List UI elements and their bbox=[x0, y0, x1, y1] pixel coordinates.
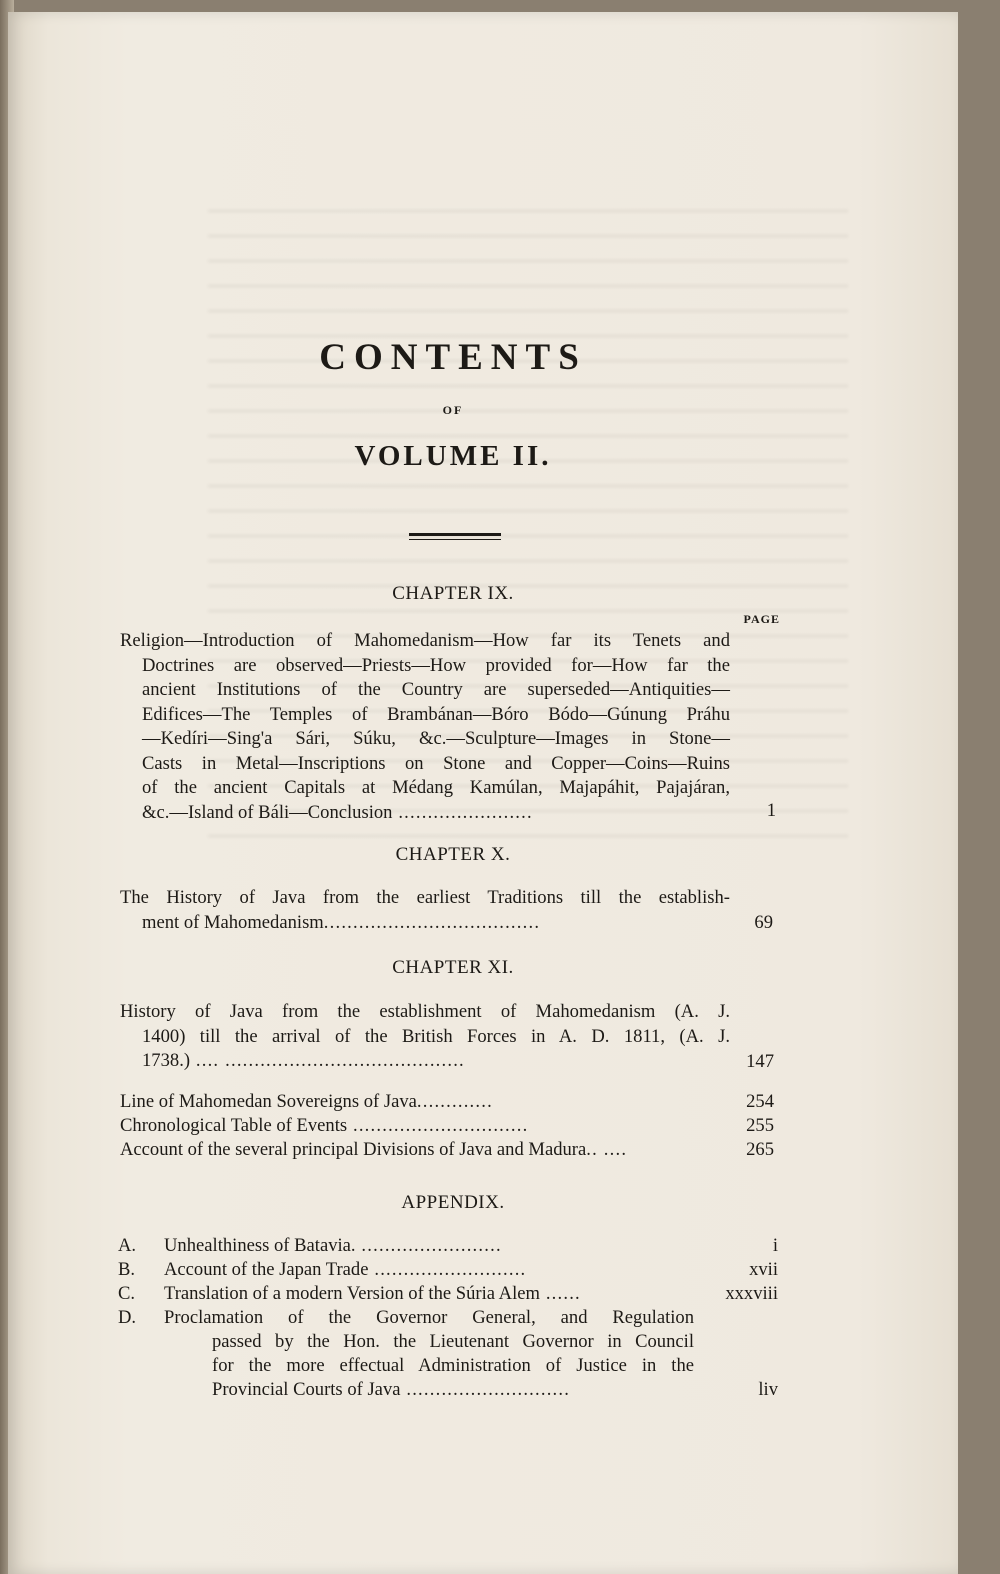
appendix-page: xvii bbox=[749, 1259, 778, 1280]
appendix-letter: D. bbox=[118, 1307, 137, 1328]
chapter-11-page: 147 bbox=[746, 1051, 774, 1072]
appendix-entry bbox=[212, 1379, 570, 1401]
appendix-entry-text: for the more effectual Administration of Justice in the bbox=[212, 1355, 694, 1376]
leader-dots: ...... bbox=[539, 1283, 581, 1304]
appendix-entry bbox=[164, 1235, 502, 1257]
misc-entry-text: Account of the several principal Divisions of Java and Madura bbox=[120, 1139, 587, 1160]
misc-entry-text: Chronological Table of Events bbox=[120, 1115, 348, 1136]
chapter-10-entry bbox=[120, 886, 730, 935]
entry-line: —Kedíri—Sing'a Sári, Súku, &c.—Sculpture—Images in Stone— bbox=[142, 728, 730, 749]
appendix-page: xxxviii bbox=[725, 1283, 778, 1304]
chapter-11-heading: CHAPTER XI. bbox=[392, 957, 514, 978]
appendix-letter: A. bbox=[118, 1235, 137, 1256]
appendix-entry-text: Provincial Courts of Java bbox=[212, 1379, 401, 1400]
misc-entry-text: Line of Mahomedan Sovereigns of Java bbox=[120, 1091, 417, 1112]
book-page bbox=[8, 12, 958, 1574]
entry-line: The History of Java from the earliest Traditions till the establish- bbox=[120, 887, 730, 908]
appendix-heading: APPENDIX. bbox=[401, 1192, 505, 1213]
leader-dots: ............................ bbox=[400, 1379, 571, 1400]
appendix-entry bbox=[164, 1283, 581, 1305]
entry-line: 1400) till the arrival of the British Forces in A. D. 1811, (A. J. bbox=[142, 1025, 730, 1047]
appendix-letter: C. bbox=[118, 1283, 136, 1304]
appendix-page: liv bbox=[758, 1379, 778, 1400]
appendix-entry-text: Unhealthiness of Batavia. bbox=[164, 1235, 356, 1256]
appendix-entry-text: Proclamation of the Governor General, and Regulation bbox=[164, 1307, 694, 1328]
leader-dots: ............. bbox=[416, 1091, 493, 1112]
chapter-10-heading: CHAPTER X. bbox=[395, 844, 511, 865]
entry-line: History of Java from the establishment of Mahomedanism (A. J. bbox=[120, 1001, 730, 1022]
appendix-letter: B. bbox=[118, 1259, 136, 1280]
leader-dots: .... ......................................... bbox=[190, 1050, 465, 1071]
entry-line: ment of Mahomedanism bbox=[142, 911, 324, 933]
volume-title: VOLUME II. bbox=[354, 440, 552, 472]
appendix-entry-text: Account of the Japan Trade bbox=[164, 1259, 369, 1280]
misc-entry-page: 265 bbox=[746, 1139, 774, 1160]
entry-line: of the ancient Capitals at Médang Kamúlan, Majapáhit, Pajajáran, bbox=[142, 777, 730, 798]
misc-entry bbox=[120, 1115, 528, 1137]
appendix-entry-text: Translation of a modern Version of the Súria Alem bbox=[164, 1283, 540, 1304]
appendix-entry-text: passed by the Hon. the Lieutenant Governor in Council bbox=[212, 1331, 694, 1352]
chapter-10-page: 69 bbox=[754, 912, 773, 933]
leader-dots: .......................... bbox=[368, 1259, 527, 1280]
entry-line: ancient Institutions of the Country are superseded—Antiquities— bbox=[142, 679, 730, 700]
chapter-11-entry bbox=[120, 1000, 730, 1074]
entry-line: Casts in Metal—Inscriptions on Stone and Copper—Coins—Ruins bbox=[142, 752, 730, 774]
leader-dots: ........................ bbox=[355, 1235, 502, 1256]
entry-line: Edifices—The Temples of Brambánan—Bóro Bódo—Gúnung Práhu bbox=[142, 703, 730, 725]
entry-line: 1738.) bbox=[142, 1050, 191, 1071]
entry-line: Religion—Introduction of Mahomedanism—How far its Tenets and bbox=[120, 630, 730, 651]
title-of: OF bbox=[442, 403, 464, 417]
appendix-page: i bbox=[772, 1235, 778, 1256]
entry-line: &c.—Island of Báli—Conclusion bbox=[142, 801, 393, 823]
leader-dots: .............................. bbox=[347, 1115, 529, 1136]
chapter-9-entry bbox=[120, 629, 730, 825]
page-column-header: PAGE bbox=[743, 612, 780, 626]
leader-dots: ....................... bbox=[392, 801, 533, 823]
appendix-entry bbox=[164, 1259, 526, 1281]
misc-entry bbox=[120, 1091, 493, 1113]
chapter-9-heading: CHAPTER IX. bbox=[392, 583, 514, 604]
double-rule bbox=[409, 533, 501, 540]
misc-entry-page: 254 bbox=[746, 1091, 774, 1112]
entry-line: Doctrines are observed—Priests—How provided for—How far the bbox=[142, 654, 730, 676]
page-title: CONTENTS bbox=[319, 337, 587, 378]
misc-entry-page: 255 bbox=[746, 1115, 774, 1136]
leader-dots: ..................................... bbox=[323, 911, 541, 933]
leader-dots: .. .... bbox=[586, 1139, 628, 1160]
misc-entry bbox=[120, 1139, 627, 1161]
chapter-9-page: 1 bbox=[766, 800, 776, 821]
